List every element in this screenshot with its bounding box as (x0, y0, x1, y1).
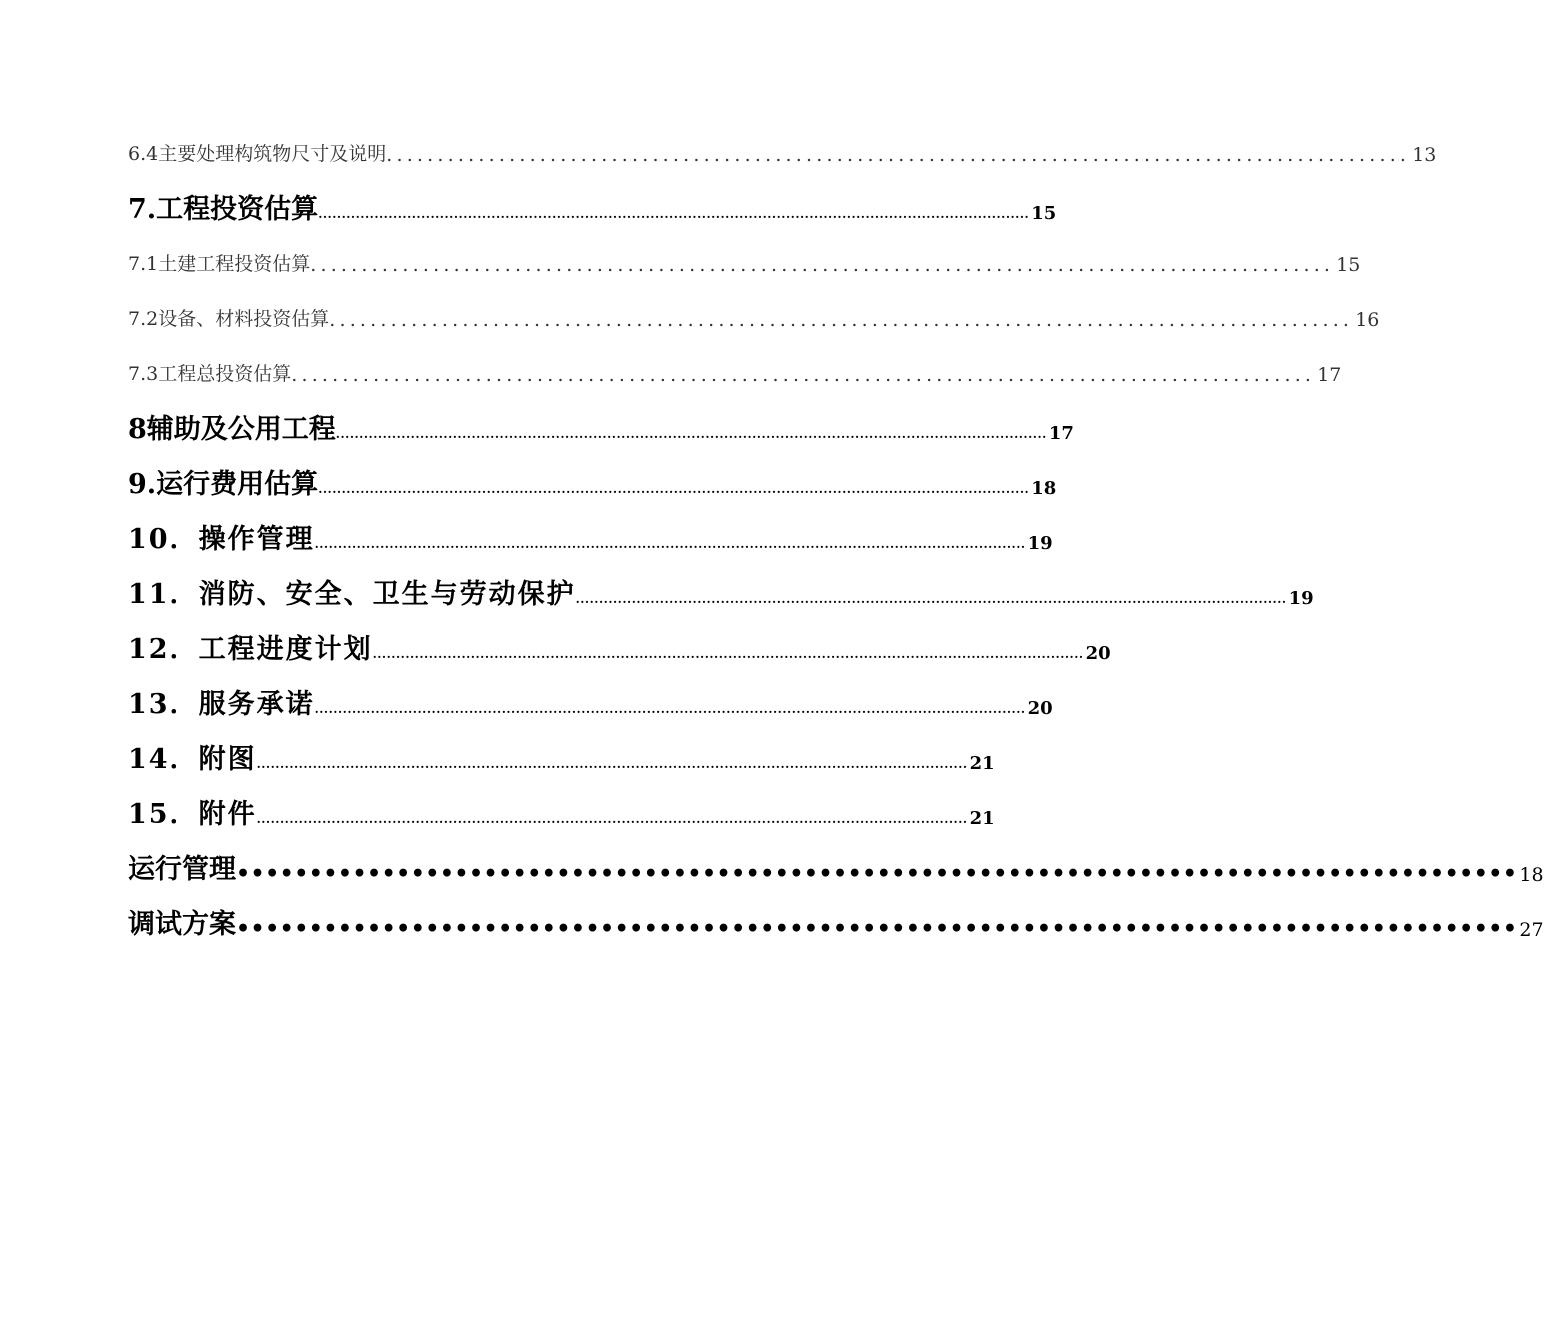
dot-leader: .................................................................................................... (329, 309, 1354, 331)
toc-entry-12[interactable] (128, 626, 1111, 666)
toc-page-number: 15 (1336, 254, 1361, 276)
toc-entry-title: 7.1土建工程投资估算 (128, 253, 311, 275)
dot-leader: .................................................................................................... (310, 254, 1335, 276)
toc-entry-operation-management[interactable] (128, 846, 1544, 887)
toc-entry-title: 调试方案 (128, 909, 236, 940)
dot-leader: .................................................................................................... (291, 364, 1316, 386)
toc-entry-title: 11．消防、安全、卫生与劳动保护 (128, 579, 576, 610)
dot-leader: ........................................................................................................................................................ (575, 592, 1287, 606)
toc-entry-13[interactable] (128, 681, 1053, 721)
toc-page-number: 17 (1048, 423, 1074, 444)
toc-entry-14[interactable] (128, 736, 995, 776)
toc-page-number: 20 (1027, 698, 1053, 719)
dot-leader: •••••••••••••••••••••••••••••••••••••••••••••••••••••••••••••••••••••••••••••••••••••••• (236, 916, 1518, 942)
dot-leader: ........................................................................................................................................................ (314, 537, 1026, 551)
toc-entry-title: 运行管理 (128, 854, 236, 885)
toc-entry-title: 14．附图 (128, 744, 257, 775)
toc-entry-title: 7.3工程总投资估算 (128, 363, 292, 385)
toc-entry-11[interactable] (128, 571, 1314, 611)
toc-entry-title: 15．附件 (128, 799, 257, 830)
toc-page-number: 19 (1027, 533, 1053, 554)
toc-page-number: 21 (969, 753, 995, 774)
toc-entry-7-1[interactable] (128, 246, 1361, 276)
toc-page-number: 18 (1031, 478, 1057, 499)
dot-leader: •••••••••••••••••••••••••••••••••••••••••••••••••••••••••••••••••••••••••••••••••••••••• (236, 861, 1518, 887)
toc-entry-7-3[interactable] (128, 356, 1342, 386)
toc-page-number: 20 (1085, 643, 1111, 664)
dot-leader: ........................................................................................................................................................ (256, 812, 968, 826)
toc-entry-title: 7.工程投资估算 (128, 194, 319, 225)
toc-page-number: 27 (1519, 919, 1544, 941)
toc-entry-8[interactable] (128, 406, 1074, 446)
dot-leader: ........................................................................................................................................................ (318, 482, 1030, 496)
toc-page-number: 18 (1519, 864, 1544, 886)
toc-entry-7-2[interactable] (128, 301, 1380, 331)
toc-entry-7[interactable] (128, 186, 1057, 226)
dot-leader: ........................................................................................................................................................ (314, 702, 1026, 716)
dot-leader: ........................................................................................................................................................ (372, 647, 1084, 661)
toc-entry-commissioning-plan[interactable] (128, 901, 1544, 942)
toc-entry-6-4[interactable] (128, 136, 1437, 166)
dot-leader: ........................................................................................................................................................ (256, 757, 968, 771)
toc-entry-title: 9.运行费用估算 (128, 469, 319, 500)
toc-entry-title: 8辅助及公用工程 (128, 414, 336, 445)
toc-entry-title: 7.2设备、材料投资估算 (128, 308, 330, 330)
toc-entry-9[interactable] (128, 461, 1057, 501)
toc-entry-title: 10．操作管理 (128, 524, 315, 555)
dot-leader: .................................................................................................... (386, 144, 1411, 166)
toc-page-number: 16 (1355, 309, 1380, 331)
toc-entry-title: 6.4主要处理构筑物尺寸及说明 (128, 143, 387, 165)
dot-leader: ........................................................................................................................................................ (335, 427, 1047, 441)
toc-page-number: 13 (1412, 144, 1437, 166)
toc-entry-15[interactable] (128, 791, 995, 831)
toc-entry-10[interactable] (128, 516, 1053, 556)
toc-entry-title: 13．服务承诺 (128, 689, 315, 720)
toc-page-number: 19 (1288, 588, 1314, 609)
toc-page-number: 17 (1317, 364, 1342, 386)
dot-leader: ........................................................................................................................................................ (318, 207, 1030, 221)
toc-entry-title: 12．工程进度计划 (128, 634, 373, 665)
toc-page-number: 15 (1031, 203, 1057, 224)
toc-page-number: 21 (969, 808, 995, 829)
